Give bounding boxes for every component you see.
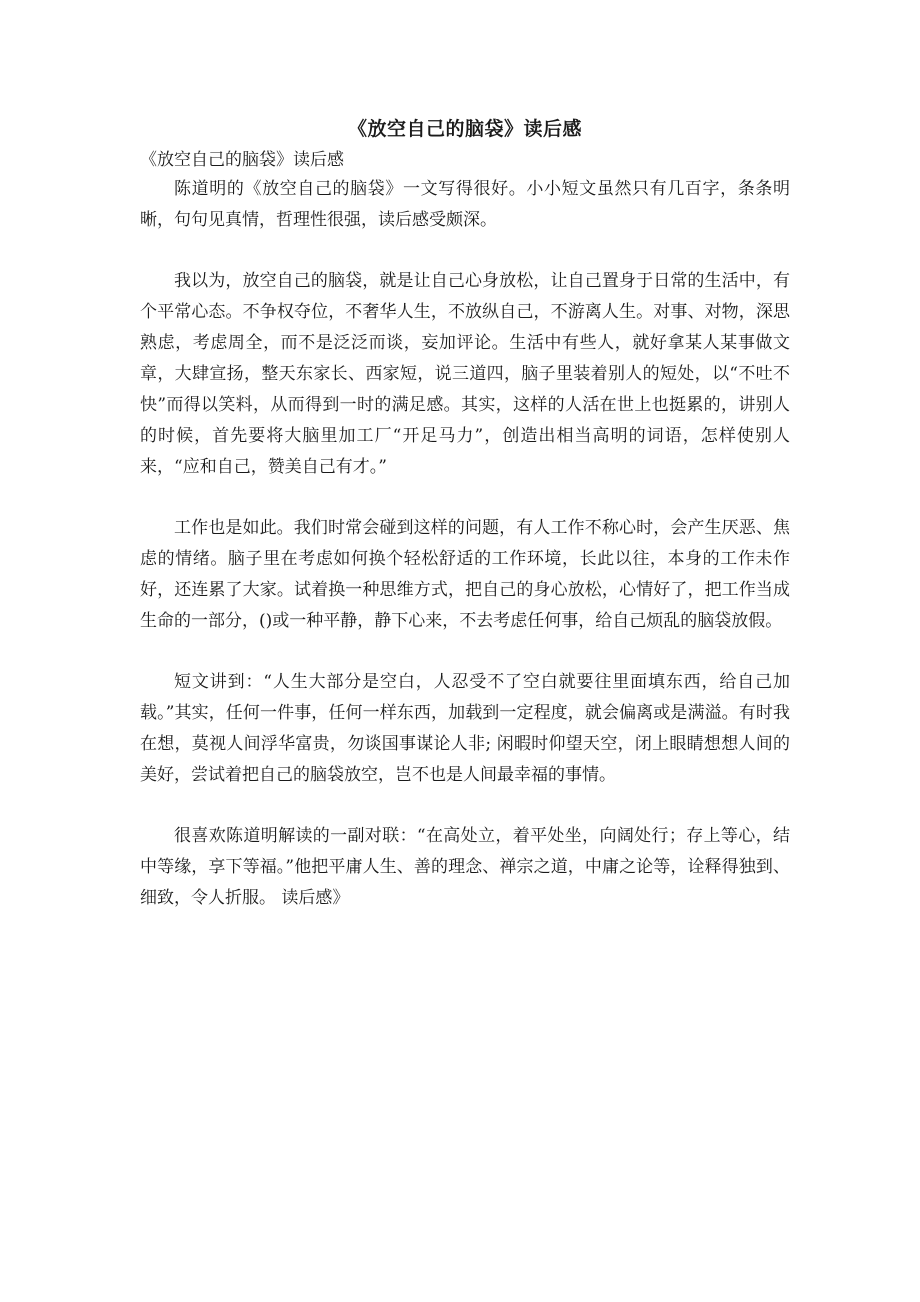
paragraph-4: 短文讲到：“人生大部分是空白，人忍受不了空白就要往里面填东西，给自己加载。”其实，任何一件事，任何一样东西，加载到一定程度，就会偏离或是满溢。有时我在想，莫视人间浮华富贵，勿谈国事谋论人非; 闲暇时仰望天空，闭上眼睛想想人间的美好，尝试着把自己的脑袋放空，岂不也是人间最幸福的事情。 (140, 672, 790, 785)
document-subtitle: 《放空自己的脑袋》读后感 (140, 150, 344, 170)
paragraph-3: 工作也是如此。我们时常会碰到这样的问题，有人工作不称心时，会产生厌恶、焦虑的情绪。脑子里在考虑如何换个轻松舒适的工作环境，长此以往，本身的工作未作好，还连累了大家。试着换一种思维方式，把自己的身心放松，心情好了，把工作当成生命的一部分，()或一种平静，静下心来，不去考虑任何事，给自己烦乱的脑袋放假。 (140, 518, 790, 631)
document-title: 《放空自己的脑袋》读后感 (347, 118, 582, 140)
document-page (140, 112, 790, 944)
paragraph-5: 很喜欢陈道明解读的一副对联：“在高处立，着平处坐，向阔处行；存上等心，结中等缘，享下等福。”他把平庸人生、善的理念、禅宗之道，中庸之论等，诠释得独到、细致，令人折服。 读后感》 (140, 826, 790, 908)
paragraph-1: 陈道明的《放空自己的脑袋》一文写得很好。小小短文虽然只有几百字，条条明晰，句句见真情，哲理性很强，读后感受颇深。 (140, 179, 790, 230)
paragraph-2: 我以为，放空自己的脑袋，就是让自己心身放松，让自己置身于日常的生活中，有个平常心态。不争权夺位，不奢华人生，不放纵自己，不游离人生。对事、对物，深思熟虑，考虑周全，而不是泛泛而谈，妄加评论。生活中有些人，就好拿某人某事做文章，大肆宣扬，整天东家长、西家短，说三道四，脑子里装着别人的短处，以“不吐不快”而得以笑料，从而得到一时的满足感。其实，这样的人活在世上也挺累的，讲别人的时候，首先要将大脑里加工厂“开足马力”，创造出相当高明的词语，怎样使别人来，“应和自己，赞美自己有才。” (140, 271, 790, 477)
